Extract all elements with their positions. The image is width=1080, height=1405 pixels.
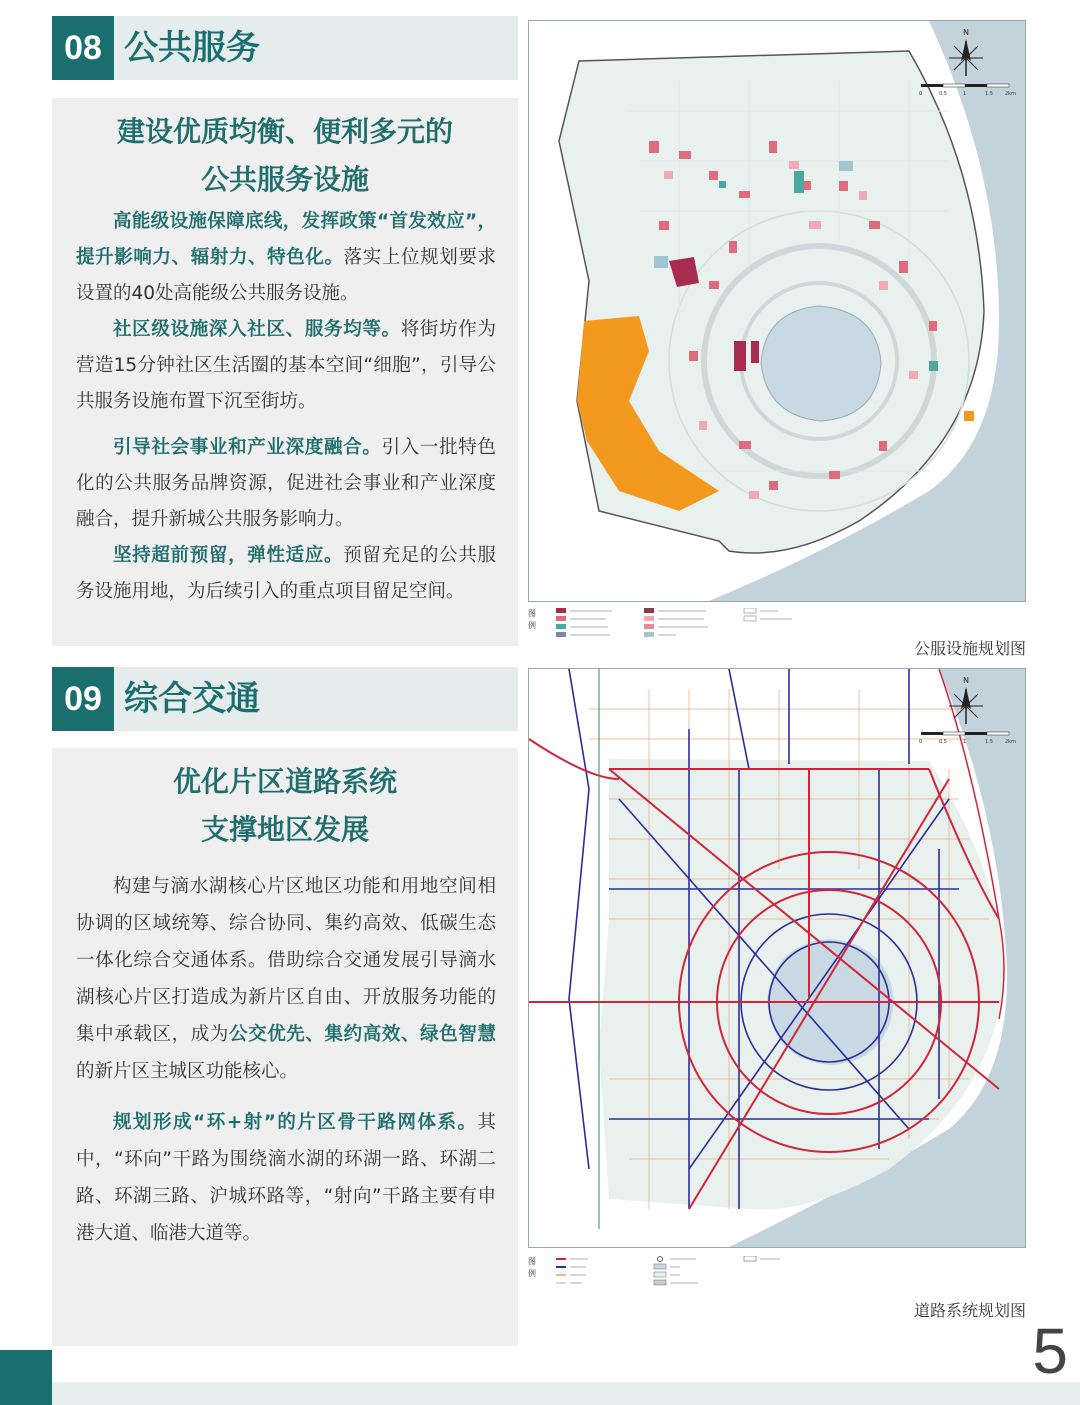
section-08-panel	[52, 98, 518, 646]
p2-highlight: 社区级设施深入社区、服务均等。	[113, 319, 401, 340]
legend-swatches	[556, 1256, 816, 1290]
section-08-paragraph-2	[76, 312, 496, 420]
p1-highlight: 高能级设施保障底线，发挥政策“首发效应”，提升影响力、辐射力、特色化。	[76, 211, 496, 268]
scale-label: 0.5	[939, 91, 947, 97]
section-09-panel	[52, 748, 518, 1346]
section-09-heading-line1: 优化片区道路系统	[172, 765, 397, 798]
section-09-title: 综合交通	[124, 679, 260, 719]
north-label: N	[963, 28, 969, 37]
section-08-heading	[52, 108, 518, 204]
public-service-map-caption: 公服设施规划图	[913, 639, 1026, 658]
section-09-paragraph-2	[76, 1104, 496, 1252]
footer-accent-bar	[0, 1350, 52, 1405]
road-system-map-caption: 道路系统规划图	[913, 1301, 1026, 1320]
section-09-heading-line2: 支撑地区发展	[200, 813, 369, 846]
section-08-header	[52, 16, 518, 80]
public-service-map-svg	[529, 21, 1025, 601]
p2-text: 其中，“环向”干路为围绕滴水湖的环湖一路、环湖二路、环湖三路、沪城环路等，“射向”干路主要有申港大道、临港大道等。	[76, 1112, 496, 1244]
p4-text: 预留充足的公共服务设施用地，为后续引入的重点项目留足空间。	[76, 545, 496, 602]
section-08-heading-line1: 建设优质均衡、便利多元的	[116, 115, 453, 148]
section-08-paragraph-1	[76, 204, 496, 312]
p2-highlight: 规划形成“环+射”的片区骨干路网体系。	[113, 1112, 478, 1133]
section-09-paragraph-1	[76, 868, 496, 1090]
legend-label: 图例	[528, 1257, 536, 1278]
p1-text: 落实上位规划要求设置的40处高能级公共服务设施。	[76, 247, 496, 304]
north-label: N	[963, 676, 969, 685]
scale-label: 2km	[1005, 91, 1016, 97]
section-09-number: 09	[52, 667, 114, 731]
scale-label: 0	[919, 739, 923, 745]
scale-bar	[921, 732, 1009, 735]
p1-highlight: 公交优先、集约高效、绿色智慧	[228, 1024, 496, 1045]
section-08-heading-line2: 公共服务设施	[200, 163, 369, 196]
section-09-header	[52, 667, 518, 731]
legend-swatches	[556, 608, 816, 642]
legend-label: 图例	[528, 609, 536, 630]
public-service-map	[528, 20, 1026, 602]
road-system-map	[528, 668, 1026, 1248]
section-08-number: 08	[52, 16, 114, 80]
scale-label: 0	[919, 91, 923, 97]
page-number: 5	[1032, 1315, 1068, 1387]
scale-label: 1.5	[985, 91, 993, 97]
scale-label: 1.5	[985, 739, 993, 745]
section-08-paragraph-3	[76, 430, 496, 538]
scale-label: 1	[963, 739, 967, 745]
section-08-paragraph-4	[76, 538, 496, 610]
section-09-body	[76, 868, 496, 1252]
section-09-heading	[52, 758, 518, 854]
road-system-map-legend	[528, 1254, 1024, 1294]
road-system-map-svg	[529, 669, 1025, 1247]
scale-label: 1	[963, 91, 967, 97]
lake	[761, 306, 881, 421]
p2-text: 将街坊作为营造15分钟社区生活圈的基本空间“细胞”，引导公共服务设施布置下沉至街坊。	[76, 319, 496, 412]
p3-highlight: 引导社会事业和产业深度融合。	[113, 437, 382, 458]
scale-label: 0.5	[939, 739, 947, 745]
footer-strip	[52, 1382, 1080, 1405]
p3-text: 引入一批特色化的公共服务品牌资源，促进社会事业和产业深度融合，提升新城公共服务影响力。	[76, 437, 496, 530]
p4-highlight: 坚持超前预留，弹性适应。	[113, 545, 344, 566]
p1-tail: 的新片区主城区功能核心。	[76, 1061, 299, 1082]
p1-text: 构建与滴水湖核心片区地区功能和用地空间相协调的区域统筹、综合协同、集约高效、低碳生态一体化综合交通体系。借助综合交通发展引导滴水湖核心片区打造成为新片区自由、开放服务功能的集中承载区，成为	[76, 876, 496, 1045]
scale-bar	[921, 84, 1009, 87]
section-08-body	[76, 204, 496, 610]
section-08-title: 公共服务	[124, 28, 260, 68]
scale-label: 2km	[1005, 739, 1016, 745]
